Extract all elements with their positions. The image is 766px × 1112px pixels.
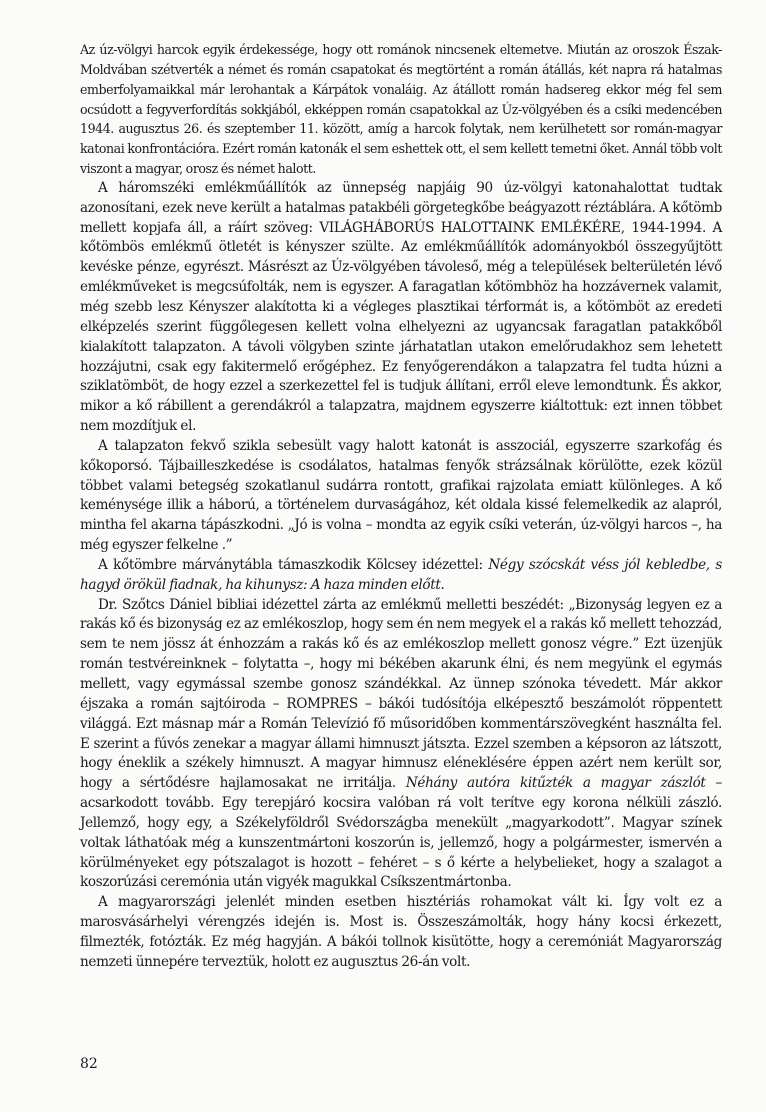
paragraph-3-text: A talapzaton fekvő szikla sebesült vagy halott katonát is asszociál, egyszerre szarkofág és kőkoporsó. Tájbailleszkedése is csodálatos, hatalmas fenyők strázsálnak körülötte, ezek közül többet valami betegség szokatlanul sudárra rontott, grafikai rajzolata emiatt különleges. A kő keménysége illik a háború, a történelem durvaságához, két oldala kissé felemelkedik az alapról, mintha fel akarna tápászkodni. „Jó is volna – mondta az egyik csíki veterán, úz-völgyi harcos –, ha még egyszer felkelne .” <box>80 437 722 554</box>
paragraph-4-text: A kőtömbre márványtábla támaszkodik Kölcsey idézettel: <box>98 556 489 573</box>
paragraph-2 <box>80 179 722 437</box>
body-text <box>80 40 722 973</box>
paragraph-6 <box>80 893 722 972</box>
paragraph-5-text-b: – acsarkodott tovább. Egy terepjáró kocsira valóban rá volt terítve egy korona nélküli zászló. Jellemző, hogy egy, a Székelyföldről Svédországba menekült „magyarkodott”. Magyar színek voltak láthatóak még a kunszentmártoni koszorún is, jellemző, hogy a polgármester, ismervén a körülményeket egy pótszalagot is hozott – fehéret – s ő kérte a helybelieket, hogy a szalagot a koszorúzási ceremónia után vigyék magukkal Csíkszentmártonba. <box>80 775 722 891</box>
paragraph-1 <box>80 40 722 179</box>
paragraph-3 <box>80 437 722 556</box>
paragraph-4 <box>80 556 722 596</box>
rompres-quote: Néhány autóra kitűzték a magyar zászlót <box>405 775 706 792</box>
paragraph-6-text: A magyarországi jelenlét minden esetben hisztériás rohamokat vált ki. Így volt ez a marosvásárhelyi vérengzés idején is. Most is. Összeszámolták, hogy hány kocsi érkezett, filmezték, fotózták. Ez még hagyján. A bákói tollnok kisütötte, hogy a ceremóniát Magyarország nemzeti ünnepére terveztük, holott ez augusztus 26-án volt. <box>80 894 722 970</box>
paragraph-5-text-a: Dr. Szőtcs Dániel bibliai idézettel zárta az emlékmű melletti beszédét: „Bizonyság legyen ez a rakás kő és bizonyság ez az emlékoszlop, hogy sem én nem megyek el a rakás kő mellett tehozzád, sem te nem jössz át énhozzám a rakás kő és az emlékoszlop mellett gonosz végre.” Ezt üzenjük román testvéreinknek – folytatta –, hogy mi békében akarunk élni, és nem megyünk el egymás mellett, vagy egymással szembe gonosz szándékkal. Az ünnep szónoka tévedett. Már akkor éjszaka a román sajtóiroda – ROMPRES – bákói tudósítója elképesztő beszámolót röppentett világgá. Ezt másnap már a Román Televízió fő műsoridőben kommentárszövegként használta fel. E szerint a fúvós zenekar a magyar állami himnuszt játszta. Ezzel szemben a képsoron az látszott, hogy éneklik a székely himnuszt. A magyar himnusz eléneklésére éppen azért nem került sor, hogy a sértődésre hajlamosakat ne irritálja. <box>80 596 722 792</box>
paragraph-2-text: A háromszéki emlékműállítók az ünnepség napjáig 90 úz-völgyi katonahalottat tudtak azonosítani, ezek neve került a hatalmas patakbéli görgetegkőbe beágyazott réztáblára. A kőtömb mellett kopjafa áll, a ráírt szöveg: VILÁGHÁBORÚS HALOTTAINK EMLÉKÉRE, 1944-1994. A kőtömbös emlékmű ötletét is kényszer szülte. Az emlékműállítók adományokból összegyűjtött kevéske pénze, egyrészt. Másrészt az Úz-völgyében távoleső, még a települések belterületén lévő emlékműveket is megcsúfolták, nem is egyszer. A faragatlan kőtömbhöz ha hozzávernek valamit, még szebb lesz Kényszer alakította ki a végleges plasztikai térformát is, a kőtömböt az eredeti elképzelés szerint függőlegesen kellett volna elhelyezni az ugyancsak faragatlan patakkőből kialakított talapzaton. A távoli völgyben szinte járhatatlan utakon emelőrudakhoz sem lehetett hozzájutni, csak egy fakitermelő erőgéphez. Ez fenyőgerendákon a talapzatra fel tudta húzni a sziklatömböt, de hogy ezzel a szerkezettel fel is tudjuk állítani, erről eleve lemondtunk. És akkor, mikor a kő rábillent a gerendákról a talapzatra, majdnem egyszerre kiáltottuk: ezt innen többet nem mozdítjuk el. <box>80 179 722 435</box>
page-number: 82 <box>80 1056 98 1072</box>
kolcsey-quote: Négy szócskát véss jól kebledbe, s hagyd örökül fiadnak, ha kihunysz: A haza minden előtt. <box>80 556 722 593</box>
paragraph-5 <box>80 596 722 894</box>
paragraph-1-text: Az úz-völgyi harcok egyik érdekessége, hogy ott románok nincsenek eltemetve. Miután az oroszok Észak-Moldvában szétverték a német és román csapatokat és megtörtént a román átállás, két napra rá hatalmas emberfolyamaikkal már lerohantak a Kárpátok vonaláig. Az átállott román hadsereg ekkor még fel sem ocsúdott a fegyverfordítás sokkjából, ekképpen román csapatokkal az Úz-völgyében és a csíki medencében 1944. augusztus 26. és szeptember 11. között, amíg a harcok folytak, nem kerülhetett sor román-magyar katonai konfrontációra. Ezért román katonák el sem eshettek ott, el sem kellett temetni őket. Annál több volt viszont a magyar, orosz és német halott. <box>80 42 722 177</box>
